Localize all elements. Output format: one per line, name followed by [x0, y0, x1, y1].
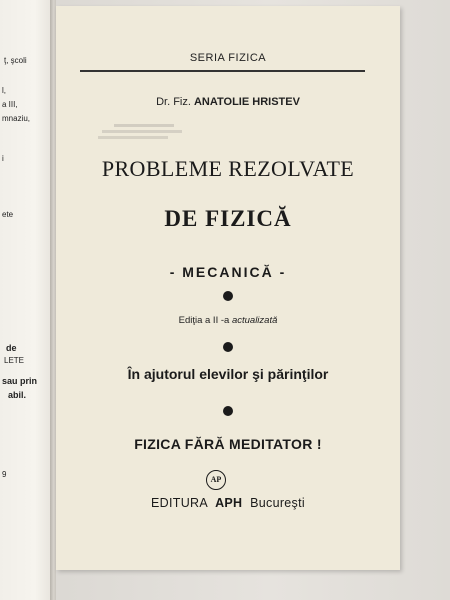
author-line — [56, 96, 400, 108]
left-page-text-fragment: l, — [2, 86, 6, 95]
author-name: ANATOLIE HRISTEV — [193, 96, 300, 108]
author-prefix: Dr. Fiz. — [156, 96, 191, 108]
title-page — [56, 6, 400, 570]
publisher-name: APH — [215, 496, 243, 510]
left-page-text-fragment: sau prin — [2, 376, 38, 386]
edition-note: actualizată — [231, 315, 278, 326]
publisher-prefix: EDITURA — [151, 496, 208, 510]
left-page-text-fragment: a III, — [2, 100, 18, 109]
left-page-text-fragment: LETE — [4, 356, 25, 365]
left-page-text-fragment: i — [2, 154, 4, 163]
subtitle: - MECANICĂ - — [169, 264, 287, 280]
left-page-text-fragment: 9 — [2, 470, 7, 479]
previous-page — [0, 0, 50, 600]
bullet-dot-icon — [223, 342, 233, 352]
title-line-2: DE FIZICĂ — [164, 206, 292, 231]
edition-line — [56, 315, 400, 326]
left-page-text-fragment: de — [6, 343, 17, 353]
left-page-text-fragment: ţ, şcoli — [4, 56, 27, 65]
bullet-dot-icon — [223, 291, 233, 301]
bullet-dot-icon — [223, 406, 233, 416]
left-page-text-fragment: mnaziu, — [2, 114, 31, 123]
edition-number: Ediţia a II -a — [178, 315, 230, 326]
show-through-text — [96, 122, 216, 152]
slogan: FIZICA FĂRĂ MEDITATOR ! — [134, 436, 322, 452]
left-page-text-fragment: ete — [2, 210, 14, 219]
title-line-1: PROBLEME REZOLVATE — [101, 156, 355, 181]
publisher-line — [56, 496, 400, 510]
left-page-text-fragment: abil. — [8, 390, 27, 400]
publisher-logo-icon: AP — [206, 470, 226, 490]
publisher-city: Bucureşti — [250, 496, 305, 510]
series-label: SERIA FIZICA — [189, 52, 267, 64]
tagline: În ajutorul elevilor şi părinţilor — [127, 366, 329, 382]
series-divider — [80, 70, 365, 72]
